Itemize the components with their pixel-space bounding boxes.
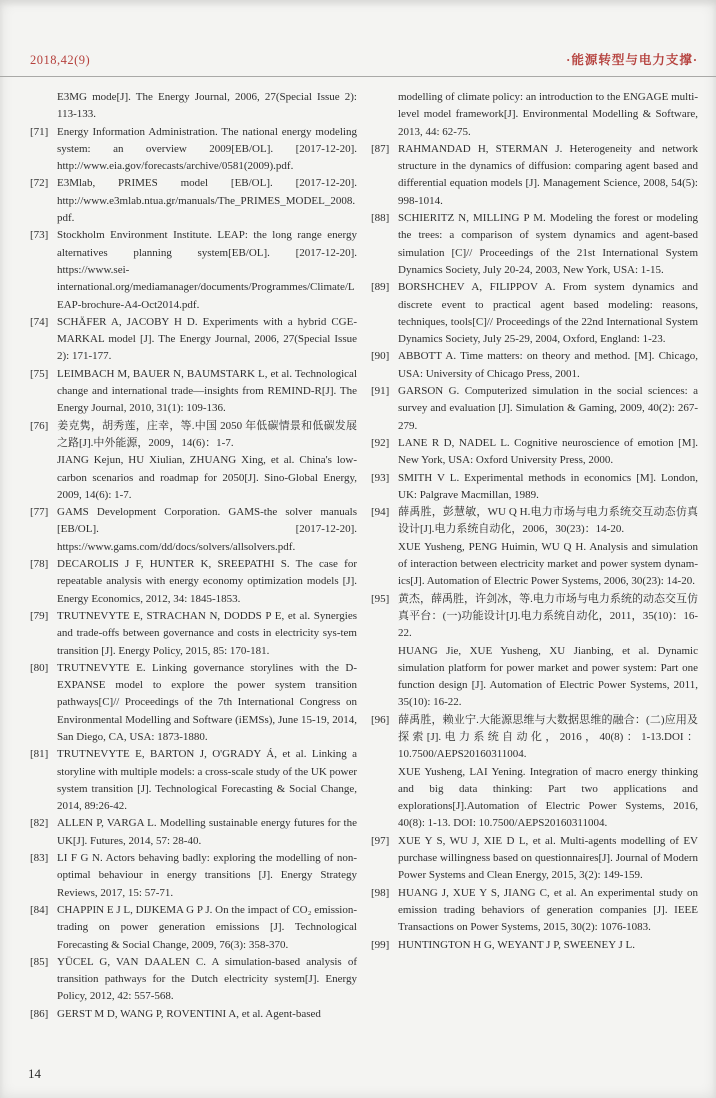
reference-label: [75] (30, 367, 49, 380)
reference-continuation: XUE Yusheng, PENG Huimin, WU Q H. Analysis and simulation of interaction between electricity market and power system dynam-ics[J]. Automation of Electric Power Systems, 2006, 30(23): 14-20. (398, 540, 698, 588)
reference-label: [96] (371, 713, 390, 726)
reference-item: [89] BORSHCHEV A, FILIPPOV A. From system dynamics and discrete event to practical agent based modeling: reasons, techniques, tools[C]// Proceedings of the 22nd International System Dynamics Society, July 25-29, 2004, Oxford, England: 1-23. (371, 281, 698, 346)
reference-item: [87] RAHMANDAD H, STERMAN J. Heterogeneity and network structure in the dynamics of diffusion: comparing agent based and differential equation models [J]. Management Science, 2008, 54(5): 998-1014. (371, 142, 698, 207)
reference-label: [74] (30, 315, 49, 328)
reference-label: [73] (30, 229, 49, 242)
reference-label: [93] (371, 471, 390, 484)
reference-continuation: XUE Yusheng, LAI Yening. Integration of macro energy thinking and big data thinking: Part two applications and explorations[J].Automation of Electric Power Systems, 2016, 40(8): 1-13. DOI: 10.7500/AEPS20160311004. (398, 765, 698, 830)
reference-item: [97] XUE Y S, WU J, XIE D L, et al. Multi-agents modelling of EV purchase willingness based on questionnaires[J]. Journal of Modern Power Systems and Clean Energy, 2015, 3(2): 149-159. (371, 834, 698, 882)
reference-label: [81] (30, 748, 49, 761)
reference-label: [97] (371, 834, 390, 847)
reference-label: [89] (371, 281, 390, 294)
reference-label: [87] (371, 142, 390, 155)
reference-label: [79] (30, 609, 49, 622)
reference-item: [96] 薛禹胜，赖业宁.大能源思维与大数据思维的融合：(二)应用及探索[J].电力系统自动化，2016，40(8)：1-13.DOI：10.7500/AEPS20160311004. (371, 713, 698, 761)
reference-item: [81] TRUTNEVYTE E, BARTON J, O'GRADY Á, et al. Linking a storyline with multiple models: a cross-scale study of the UK power system transition [J]. Technological Forecasting & Social Change, 2014, 89:26-42. (30, 748, 357, 813)
reference-item: [84] CHAPPIN E J L, DIJKEMA G P J. On the impact of CO₂ emission-trading on power generation emissions [J]. Technological Forecasting & Social Change, 2009, 76(3): 358-370. (30, 903, 357, 951)
reference-item: [82] ALLEN P, VARGA L. Modelling sustainable energy futures for the UK[J]. Futures, 2014, 57: 28-40. (30, 817, 357, 847)
reference-item: [91] GARSON G. Computerized simulation in the social sciences: a survey and evaluation [J]. Simulation & Gaming, 2009, 40(2): 267-279. (371, 385, 698, 432)
reference-item: [98] HUANG J, XUE Y S, JIANG C, et al. An experimental study on emission trading behaviors of generation companies [J]. IEEE Transactions on Power Systems, 2015, 30(2): 1076-1083. (371, 886, 698, 934)
reference-label: [82] (30, 817, 49, 830)
reference-item: [83] LI F G N. Actors behaving badly: exploring the modelling of non-optimal behaviour in energy transitions [J]. Energy Strategy Reviews, 2017, 15: 57-71. (30, 852, 357, 899)
reference-label: [83] (30, 852, 49, 865)
reference-item: [72] E3Mlab, PRIMES model [EB/OL]. [2017-12-20]. http://www.e3mlab.ntua.gr/manuals/The_PRIMES_MODEL_2008.pdf. (30, 177, 357, 225)
reference-label: [94] (371, 506, 390, 519)
issue-number: 2018,42(9) (30, 53, 91, 67)
reference-continuation: E3MG mode[J]. The Energy Journal, 2006, 27(Special Issue 2): 113-133. (57, 91, 357, 121)
page-header (0, 0, 716, 77)
references-section (0, 77, 716, 1023)
reference-item: [80] TRUTNEVYTE E. Linking governance storylines with the D-EXPANSE model to explore the power system transition pathways[C]// Proceedings of the 7th International Congress on Environmental Modelling and Software (iEMSs), June 15-19, 2014, San Diego, CA, USA: 1873-1880. (30, 661, 357, 743)
reference-label: [95] (371, 592, 390, 605)
reference-item: [75] LEIMBACH M, BAUER N, BAUMSTARK L, et al. Technological change and international trade—insights from REMIND-R[J]. The Energy Journal, 2010, 31(1): 109-136. (30, 367, 357, 415)
reference-continuation: HUANG Jie, XUE Yusheng, XU Jianbing, et al. Dynamic simulation platform for power market and power system: Part one function design [J]. Automation of Electric Power Systems, 2011, 35(10): 16-22. (398, 644, 698, 709)
reference-item: [90] ABBOTT A. Time matters: on theory and method. [M]. Chicago, USA: University of Chicago Press, 2001. (371, 350, 698, 380)
section-title: ·能源转型与电力支撑· (566, 53, 698, 67)
reference-item: [88] SCHIERITZ N, MILLING P M. Modeling the forest or modeling the trees: a comparison of system dynamics and agent-based simulation [C]// Proceedings of the 21st International System Dynamics Society, July 20-24, 2003, New York, USA: 1-15. (371, 212, 698, 276)
reference-label: [71] (30, 125, 49, 138)
reference-item: [73] Stockholm Environment Institute. LEAP: the long range energy alternatives planning system[EB/OL]. [2017-12-20]. https://www.sei-international.org/mediamanager/documents/Programmes/Climate/LEAP-brochure-A4-Oct2014.pdf. (30, 229, 357, 311)
references-left-column (30, 89, 357, 1023)
reference-item: [92] LANE R D, NADEL L. Cognitive neuroscience of emotion [M]. New York, USA: Oxford University Press, 2000. (371, 436, 698, 467)
references-right-column (371, 89, 698, 1023)
reference-label: [84] (30, 903, 49, 916)
reference-item: [99] HUNTINGTON H G, WEYANT J P, SWEENEY J L. (371, 937, 698, 954)
reference-item: [76] 姜克隽，胡秀莲，庄幸，等.中国 2050 年低碳情景和低碳发展之路[J].中外能源，2009，14(6)：1-7. (30, 419, 357, 449)
reference-label: [98] (371, 886, 390, 899)
reference-item: [74] SCHÄFER A, JACOBY H D. Experiments with a hybrid CGE-MARKAL model [J]. The Energy Journal, 2006, 27(Special Issue 2): 171-177. (30, 315, 357, 363)
reference-item: [86] GERST M D, WANG P, ROVENTINI A, et al. Agent-based (30, 1006, 357, 1023)
reference-label: [80] (30, 661, 49, 674)
reference-label: [88] (371, 212, 390, 225)
reference-label: [90] (371, 350, 390, 363)
reference-item: [71] Energy Information Administration. The national energy modeling system: an overview 2009[EB/OL]. [2017-12-20]. http://www.eia.gov/forecasts/archive/0581(2009).pdf. (30, 125, 357, 173)
reference-continuation: JIANG Kejun, HU Xiulian, ZHUANG Xing, et al. China's low-carbon scenarios and roadmap for 2050[J]. Sino-Global Energy, 2009, 14(6): 1-7. (57, 454, 357, 501)
reference-label: [86] (30, 1007, 49, 1020)
reference-label: [78] (30, 558, 49, 571)
page-number: 14 (28, 1066, 41, 1081)
reference-label: [77] (30, 506, 49, 519)
reference-item: [79] TRUTNEVYTE E, STRACHAN N, DODDS P E, et al. Synergies and trade-offs between governance and costs in electricity sys-tem transition [J]. Energy Policy, 2015, 85: 170-181. (30, 609, 357, 657)
reference-item: [78] DECAROLIS J F, HUNTER K, SREEPATHI S. The case for repeatable analysis with energy economy optimization models [J]. Energy Economics, 2012, 34: 1845-1853. (30, 558, 357, 605)
reference-label: [91] (371, 385, 390, 398)
reference-label: [76] (30, 419, 49, 432)
reference-label: [99] (371, 938, 390, 951)
reference-item: [77] GAMS Development Corporation. GAMS-the solver manuals [EB/OL]. [2017-12-20]. https://www.gams.com/dd/docs/solvers/allsolvers.pdf. (30, 506, 357, 553)
reference-label: [92] (371, 436, 390, 449)
reference-continuation: modelling of climate policy: an introduction to the ENGAGE multi-level model framework[J]. Environmental Modelling & Software, 2013, 44: 62-75. (398, 91, 698, 138)
reference-item: [85] YÜCEL G, VAN DAALEN C. A simulation-based analysis of transition pathways for the Dutch electricity system[J]. Energy Policy, 2012, 42: 557-568. (30, 955, 357, 1003)
reference-item: [94] 薛禹胜，彭慧敏，WU Q H.电力市场与电力系统交互动态仿真设计[J].电力系统自动化，2006，30(23)：14-20. (371, 506, 698, 536)
reference-label: [72] (30, 177, 49, 190)
reference-item: [93] SMITH V L. Experimental methods in economics [M]. London, UK: Palgrave Macmillan, 1989. (371, 471, 698, 501)
reference-label: [85] (30, 955, 49, 968)
reference-item: [95] 黄杰，薛禹胜，许剑冰，等.电力市场与电力系统的动态交互仿真平台：(一)功能设计[J].电力系统自动化，2011，35(10)：16-22. (371, 592, 698, 640)
